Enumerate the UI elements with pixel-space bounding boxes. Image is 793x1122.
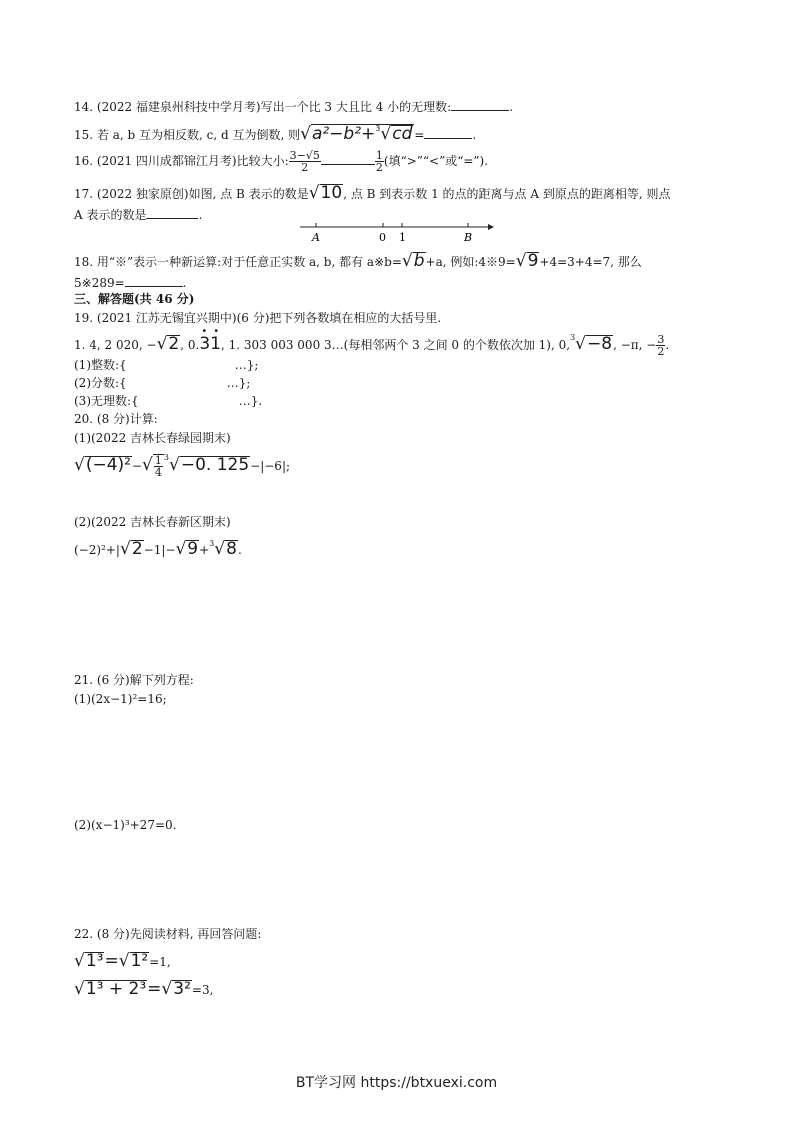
fraction: $\frac{3}{2}$	[657, 333, 665, 358]
question-19-numbers: 1. 4, 2 020, −√2, 0.31 •• , 1. 303 003 000 3…(每相邻两个 3 之间 0 的个数依次加 1), 0,$^3$√−8, −π, − $\frac{3}{2}$ .	[74, 326, 670, 358]
q20-part1-title: (1)(2022 吉林长春绿园期末)	[74, 431, 231, 445]
zero-label: 0	[379, 231, 386, 244]
q20-part2-title: (2)(2022 吉林长春新区期末)	[74, 515, 231, 529]
q20-part2-expr: (−2)²+|√2−1|−√9+$^3$√8.	[74, 539, 242, 559]
number-line	[296, 218, 496, 246]
question-20-title: 20. (8 分)计算:	[74, 412, 158, 426]
q22-line1: √1³=√1²=1,	[74, 951, 171, 971]
one-label: 1	[399, 231, 406, 244]
q20-part1-expr: √(−4)²−√ $\frac{1}{4}$ $^3$√−0. 125−|−6|;	[74, 453, 291, 479]
answer-blank[interactable]	[125, 274, 183, 287]
q19-integer-set: (1)整数:{ …};	[74, 358, 259, 372]
q14-text: 14. (2022 福建泉州科技中学月考)写出一个比 3 大且比 4 小的无理数:	[74, 100, 452, 114]
q15-radicand: a²−b²+$^3$√cd	[311, 124, 413, 144]
site-footer: BT学习网 https://btxuexi.com	[295, 1075, 498, 1091]
question-16: 16. (2021 四川成都锦江月考)比较大小: $\frac{3-√5}{2}$ $\frac{1}{2}$ (填“>”“<”或“=”).	[74, 149, 489, 174]
repeating-decimal: 31 ••	[199, 326, 226, 354]
answer-blank[interactable]	[321, 152, 375, 165]
answer-blank[interactable]	[424, 126, 472, 139]
question-14: 14. (2022 福建泉州科技中学月考)写出一个比 3 大且比 4 小的无理数: .	[74, 100, 514, 114]
q21-part1: (1)(2x−1)²=16;	[74, 692, 167, 706]
answer-blank[interactable]	[146, 206, 198, 219]
point-a-label: A	[312, 231, 320, 244]
point-b-label: B	[464, 231, 473, 244]
fraction: $\frac{1}{2}$	[375, 149, 383, 174]
question-21-title: 21. (6 分)解下列方程:	[74, 673, 194, 687]
q21-part2: (2)(x−1)³+27=0.	[74, 818, 177, 832]
section-heading: 三、解答题(共 46 分)	[74, 292, 195, 306]
question-17-line2: A 表示的数是 .	[74, 208, 203, 222]
question-19-title: 19. (2021 江苏无锡宜兴期中)(6 分)把下列各数填在相应的大括号里.	[74, 311, 442, 325]
question-18-line1: 18. 用“※”表示一种新运算:对于任意正实数 a, b, 都有 a※b=√b+a, 例如:4※9=√9+4=3+4=7, 那么	[74, 251, 642, 271]
question-17-line1: 17. (2022 独家原创)如图, 点 B 表示的数是√10, 点 B 到表示数 1 的点的距离与点 A 到原点的距离相等, 则点	[74, 183, 671, 203]
question-22-title: 22. (8 分)先阅读材料, 再回答问题:	[74, 927, 262, 941]
q19-fraction-set: (2)分数:{ …};	[74, 376, 251, 390]
q22-line2: √1³ + 2³=√3²=3,	[74, 979, 214, 999]
question-18-line2: 5※289= .	[74, 276, 187, 290]
q19-irrational-set: (3)无理数:{ …}.	[74, 394, 263, 408]
question-15: 15. 若 a, b 互为相反数, c, d 互为倒数, 则√a²−b²+$^3$√cd = .	[74, 124, 477, 144]
sqrt-sign: √	[300, 124, 311, 144]
answer-blank[interactable]	[451, 98, 509, 111]
fraction: $\frac{3-√5}{2}$	[289, 149, 320, 174]
